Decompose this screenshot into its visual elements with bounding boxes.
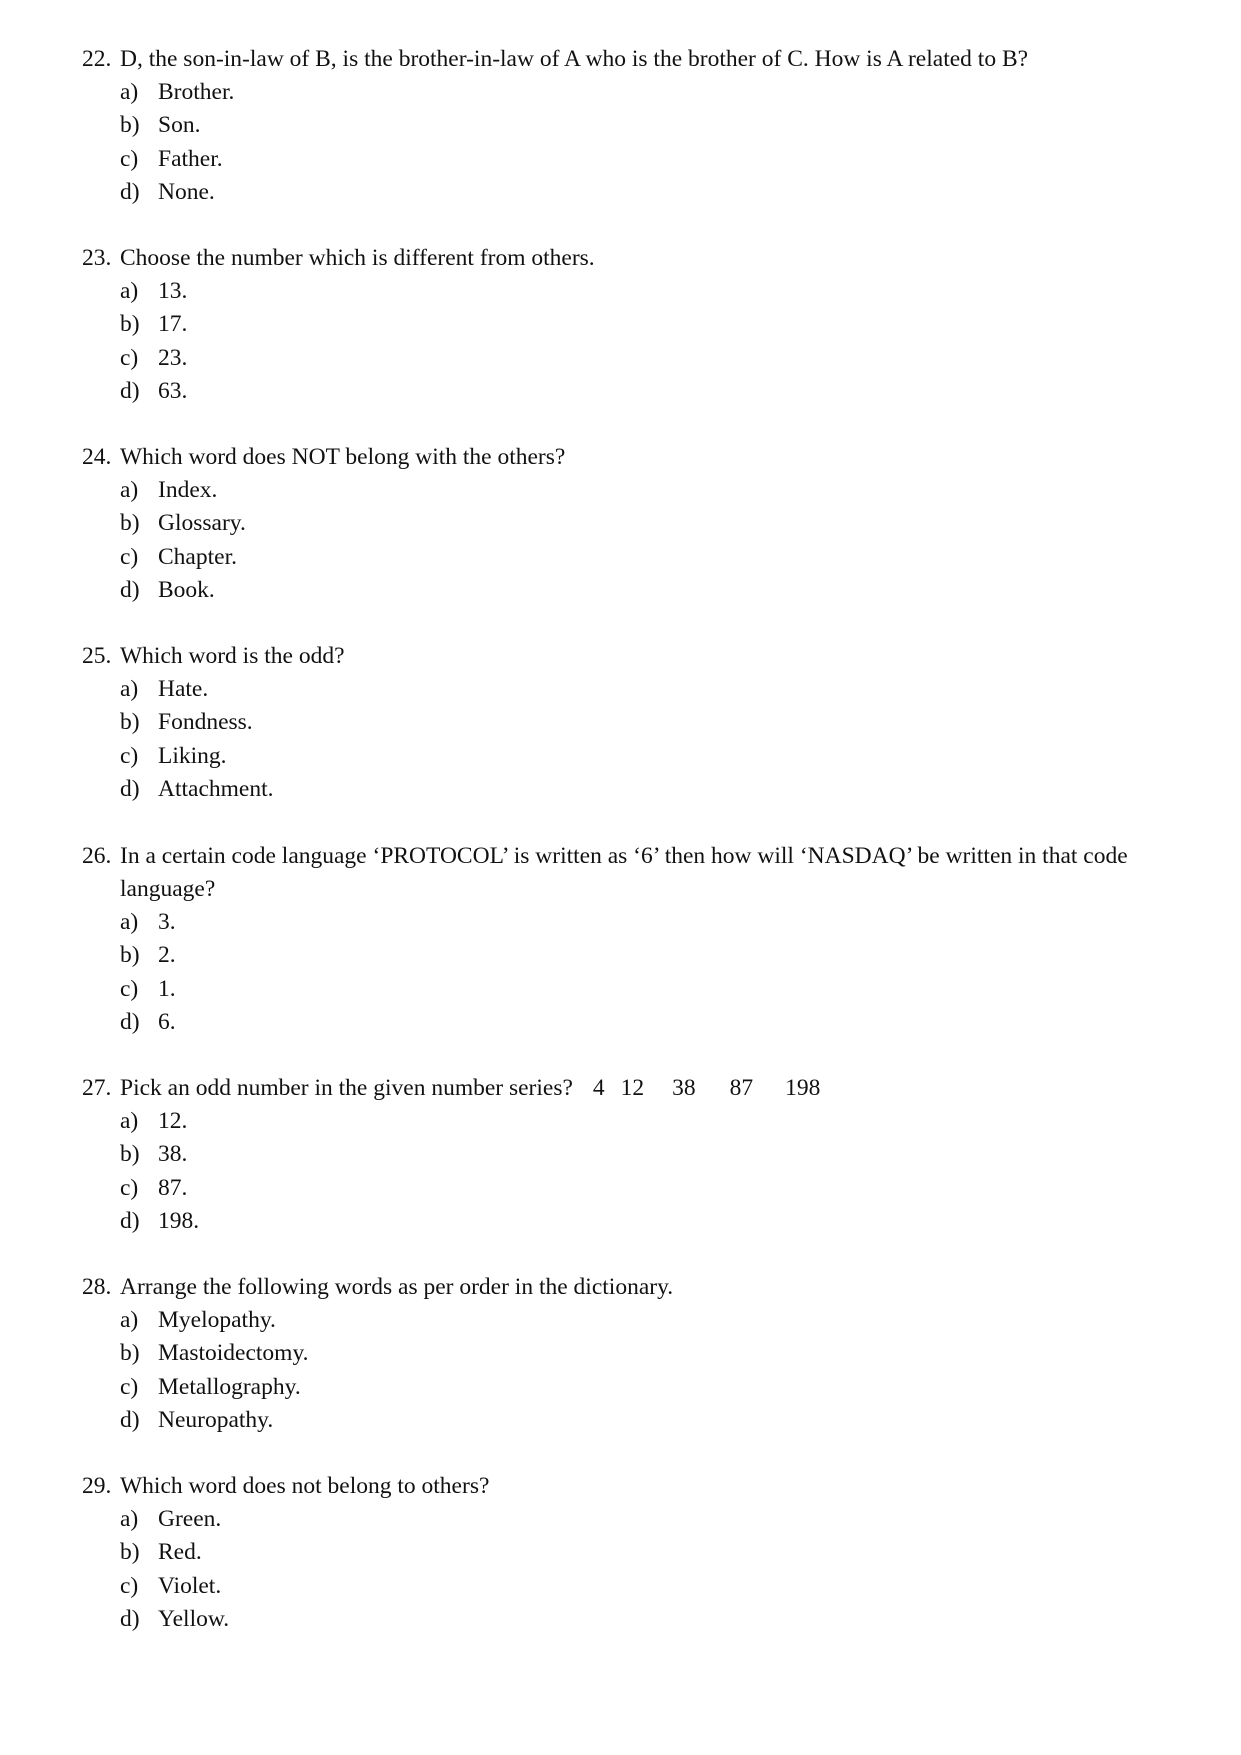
option-text: Red. bbox=[158, 1539, 202, 1566]
option-letter: b) bbox=[120, 112, 140, 139]
series-number: 12 bbox=[620, 1075, 645, 1101]
option-letter: a) bbox=[120, 676, 139, 702]
option-text: Violet. bbox=[158, 1572, 222, 1599]
question-text: Arrange the following words as per order in the dictionary. bbox=[120, 1274, 674, 1300]
question-number: 24. bbox=[82, 444, 112, 470]
option-text: Son. bbox=[158, 112, 201, 139]
question-24 bbox=[82, 441, 1172, 607]
option-letter: b) bbox=[120, 1539, 140, 1566]
option-letter: d) bbox=[120, 576, 140, 603]
option-text: Myelopathy. bbox=[158, 1307, 276, 1333]
option-a bbox=[82, 76, 1172, 109]
question-number: 27. bbox=[82, 1075, 112, 1101]
question-23 bbox=[82, 242, 1172, 408]
option-text: Liking. bbox=[158, 742, 227, 769]
option-d bbox=[82, 176, 1172, 209]
question-26 bbox=[82, 840, 1172, 1039]
series-number: 87 bbox=[729, 1075, 754, 1101]
question-number: 22. bbox=[82, 46, 112, 72]
option-text: 13. bbox=[158, 278, 188, 304]
option-letter: b) bbox=[120, 1340, 140, 1367]
option-letter: c) bbox=[120, 1572, 139, 1599]
option-c bbox=[82, 143, 1172, 176]
option-c bbox=[82, 342, 1172, 375]
option-text: Book. bbox=[158, 576, 215, 603]
option-letter: d) bbox=[120, 1406, 140, 1433]
option-letter: c) bbox=[120, 1373, 139, 1400]
option-letter: d) bbox=[120, 377, 140, 404]
option-text: Father. bbox=[158, 145, 223, 172]
series-number: 38 bbox=[672, 1075, 696, 1101]
option-list bbox=[82, 76, 1172, 209]
option-letter: a) bbox=[120, 1506, 139, 1532]
question-25 bbox=[82, 640, 1172, 806]
option-letter: b) bbox=[120, 1141, 140, 1168]
option-a bbox=[82, 275, 1172, 308]
option-d bbox=[82, 773, 1172, 806]
option-d bbox=[82, 1205, 1172, 1238]
option-list bbox=[82, 275, 1172, 408]
option-text: 87. bbox=[158, 1174, 188, 1201]
option-text: 2. bbox=[158, 942, 176, 969]
option-list bbox=[82, 1105, 1172, 1238]
option-c bbox=[82, 973, 1172, 1006]
option-letter: a) bbox=[120, 278, 139, 304]
option-c bbox=[82, 1371, 1172, 1404]
option-text: Brother. bbox=[158, 79, 235, 105]
option-text: 63. bbox=[158, 377, 188, 404]
option-a bbox=[82, 1105, 1172, 1138]
option-letter: d) bbox=[120, 1207, 140, 1234]
option-text: Glossary. bbox=[158, 510, 246, 537]
option-text: 17. bbox=[158, 311, 188, 338]
option-a bbox=[82, 1503, 1172, 1536]
option-text: 1. bbox=[158, 975, 176, 1002]
option-a bbox=[82, 1304, 1172, 1337]
question-28 bbox=[82, 1271, 1172, 1437]
option-b bbox=[82, 706, 1172, 739]
option-list bbox=[82, 1503, 1172, 1636]
option-text: Neuropathy. bbox=[158, 1406, 274, 1433]
option-d bbox=[82, 375, 1172, 408]
option-a bbox=[82, 673, 1172, 706]
option-letter: b) bbox=[120, 311, 140, 338]
series-number: 4 bbox=[592, 1075, 605, 1101]
option-text: Metallography. bbox=[158, 1373, 301, 1400]
question-22 bbox=[82, 43, 1172, 209]
question-text: Choose the number which is different from others. bbox=[120, 245, 595, 271]
option-d bbox=[82, 1404, 1172, 1437]
option-letter: c) bbox=[120, 145, 139, 172]
option-text: Yellow. bbox=[158, 1605, 230, 1632]
option-a bbox=[82, 906, 1172, 939]
option-text: Attachment. bbox=[158, 775, 274, 802]
option-list bbox=[82, 673, 1172, 806]
option-text: Fondness. bbox=[158, 709, 253, 736]
option-b bbox=[82, 308, 1172, 341]
option-b bbox=[82, 1138, 1172, 1171]
question-29 bbox=[82, 1470, 1172, 1636]
option-letter: b) bbox=[120, 510, 140, 537]
option-letter: a) bbox=[120, 79, 139, 105]
question-number: 29. bbox=[82, 1473, 112, 1499]
option-text: Mastoidectomy. bbox=[158, 1340, 309, 1367]
option-a bbox=[82, 474, 1172, 507]
option-letter: c) bbox=[120, 742, 139, 769]
option-d bbox=[82, 1006, 1172, 1039]
question-text: Which word is the odd? bbox=[120, 643, 345, 669]
option-text: 23. bbox=[158, 344, 188, 371]
option-letter: d) bbox=[120, 1605, 140, 1632]
option-b bbox=[82, 1536, 1172, 1569]
option-letter: a) bbox=[120, 1108, 139, 1134]
option-letter: b) bbox=[120, 942, 140, 969]
question-text: D, the son-in-law of B, is the brother-in-law of A who is the brother of C. How is A related to B? bbox=[120, 46, 1029, 72]
option-list bbox=[82, 1304, 1172, 1437]
question-text: Pick an odd number in the given number series? bbox=[120, 1075, 573, 1101]
option-text: Green. bbox=[158, 1506, 222, 1532]
question-number: 26. bbox=[82, 843, 112, 869]
option-b bbox=[82, 1337, 1172, 1370]
option-letter: a) bbox=[120, 1307, 139, 1333]
option-d bbox=[82, 1603, 1172, 1636]
option-b bbox=[82, 507, 1172, 540]
option-text: Hate. bbox=[158, 676, 209, 702]
question-text: In a certain code language ‘PROTOCOL’ is written as ‘6’ then how will ‘NASDAQ’ be written in that code language? bbox=[120, 843, 1128, 902]
option-letter: c) bbox=[120, 543, 139, 570]
option-letter: c) bbox=[120, 344, 139, 371]
option-letter: b) bbox=[120, 709, 140, 736]
option-text: None. bbox=[158, 178, 215, 205]
option-letter: a) bbox=[120, 909, 139, 935]
option-list bbox=[82, 474, 1172, 607]
series-number: 198 bbox=[785, 1075, 821, 1101]
question-number: 25. bbox=[82, 643, 112, 669]
option-text: Chapter. bbox=[158, 543, 237, 570]
number-series bbox=[593, 1072, 821, 1105]
option-d bbox=[82, 574, 1172, 607]
option-text: 38. bbox=[158, 1141, 188, 1168]
question-text: Which word does not belong to others? bbox=[120, 1473, 490, 1499]
option-c bbox=[82, 1172, 1172, 1205]
option-text: 12. bbox=[158, 1108, 188, 1134]
option-text: 6. bbox=[158, 1008, 176, 1035]
option-letter: a) bbox=[120, 477, 139, 503]
option-text: 3. bbox=[158, 909, 176, 935]
option-b bbox=[82, 939, 1172, 972]
question-number: 23. bbox=[82, 245, 112, 271]
question-text: Which word does NOT belong with the others? bbox=[120, 444, 566, 470]
option-letter: c) bbox=[120, 975, 139, 1002]
option-text: 198. bbox=[158, 1207, 200, 1234]
option-letter: c) bbox=[120, 1174, 139, 1201]
option-list bbox=[82, 906, 1172, 1039]
option-b bbox=[82, 109, 1172, 142]
question-number: 28. bbox=[82, 1274, 112, 1300]
question-27 bbox=[82, 1072, 1172, 1238]
option-c bbox=[82, 1570, 1172, 1603]
option-letter: d) bbox=[120, 178, 140, 205]
option-c bbox=[82, 541, 1172, 574]
option-c bbox=[82, 740, 1172, 773]
option-text: Index. bbox=[158, 477, 218, 503]
option-letter: d) bbox=[120, 775, 140, 802]
option-letter: d) bbox=[120, 1008, 140, 1035]
